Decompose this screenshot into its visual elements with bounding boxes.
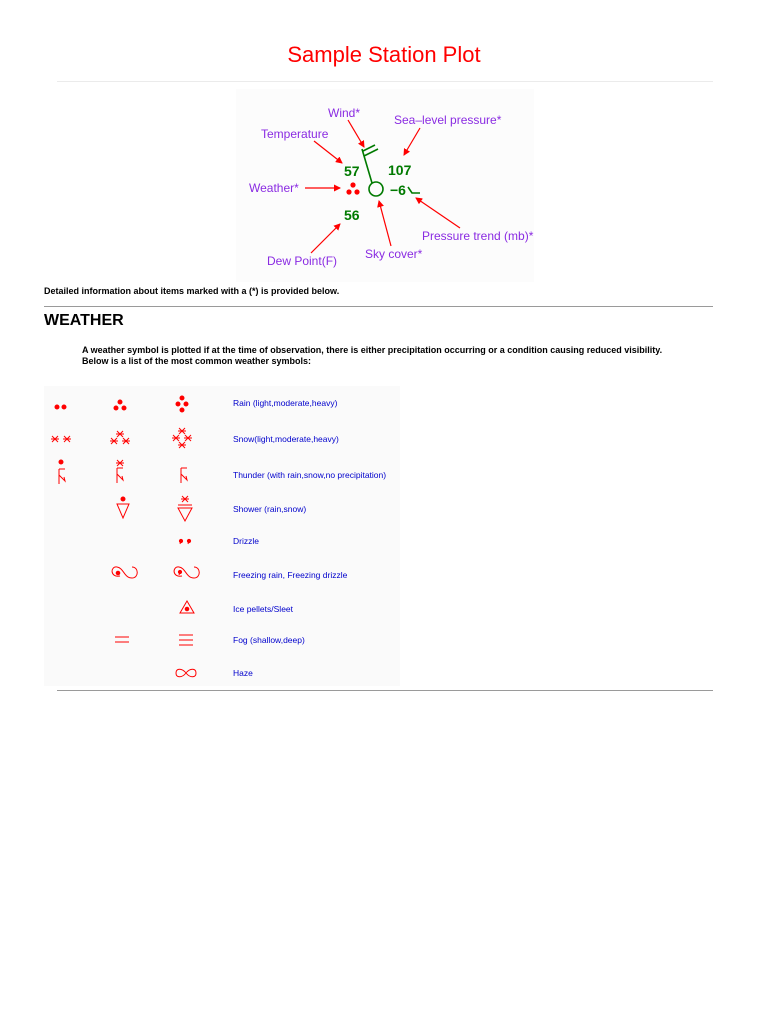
weather-symbols-table — [44, 386, 400, 686]
shower-label: Shower (rain,snow) — [233, 504, 307, 514]
top-divider — [57, 81, 713, 82]
pressure-trend-symbol — [408, 187, 420, 193]
dew-point-value: 56 — [344, 207, 360, 223]
fog-label: Fog (shallow,deep) — [233, 635, 305, 645]
thunder-icon — [181, 468, 187, 483]
label-pressure-trend: Pressure trend (mb)* — [422, 229, 534, 243]
weather-description — [82, 345, 702, 366]
section-divider-top — [44, 306, 713, 307]
label-dew-point: Dew Point(F) — [267, 254, 338, 268]
thunder-label: Thunder (with rain,snow,no precipitation) — [233, 470, 387, 480]
temperature-value: 57 — [344, 163, 360, 179]
fog-deep-icon — [179, 635, 193, 645]
label-sea-level-pressure: Sea–level pressure* — [394, 113, 502, 127]
wind-barb — [362, 145, 378, 183]
sky-cover-circle — [369, 182, 383, 196]
drizzle-label: Drizzle — [233, 536, 259, 546]
haze-icon — [176, 669, 196, 677]
thunder-snow-icon — [116, 460, 124, 483]
label-weather: Weather* — [249, 181, 299, 195]
snow-label: Snow(light,moderate,heavy) — [233, 434, 339, 444]
pressure-value: 107 — [388, 162, 412, 178]
ice-pellets-icon — [180, 601, 194, 613]
label-wind: Wind* — [328, 106, 361, 120]
ice-pellets-label: Ice pellets/Sleet — [233, 604, 294, 614]
rain-moderate-icon — [114, 400, 126, 410]
thunder-rain-icon — [59, 460, 65, 484]
section-heading: WEATHER — [44, 312, 124, 329]
pressure-trend-value: −6 — [390, 182, 406, 198]
weather-description-line1: A weather symbol is plotted if at the time of observation, there is either precipitation occurring or a condition causing reduced visibility. — [82, 345, 663, 355]
rain-heavy-icon — [176, 396, 188, 412]
snow-shower-icon — [178, 496, 192, 521]
rain-label: Rain (light,moderate,heavy) — [233, 398, 338, 408]
freezing-drizzle-icon — [174, 567, 199, 578]
label-sky-cover: Sky cover* — [365, 247, 423, 261]
freezing-label: Freezing rain, Freezing drizzle — [233, 570, 348, 580]
snow-heavy-icon — [172, 428, 192, 448]
page-title: Sample Station Plot — [287, 42, 481, 67]
fog-shallow-icon — [115, 637, 129, 642]
drizzle-icon — [179, 539, 190, 544]
snow-light-icon — [51, 436, 71, 442]
section-divider-bottom — [57, 690, 713, 691]
freezing-rain-icon — [112, 567, 137, 578]
station-plot-diagram — [236, 89, 534, 282]
label-temperature: Temperature — [261, 127, 329, 141]
rain-light-icon — [55, 405, 66, 409]
rain-shower-icon — [117, 497, 129, 518]
weather-rain-symbol — [346, 182, 359, 194]
weather-description-line2: Below is a list of the most common weather symbols: — [82, 355, 312, 366]
snow-moderate-icon — [110, 431, 130, 444]
haze-label: Haze — [233, 668, 253, 678]
detail-note: Detailed information about items marked with a (*) is provided below. — [44, 286, 340, 296]
